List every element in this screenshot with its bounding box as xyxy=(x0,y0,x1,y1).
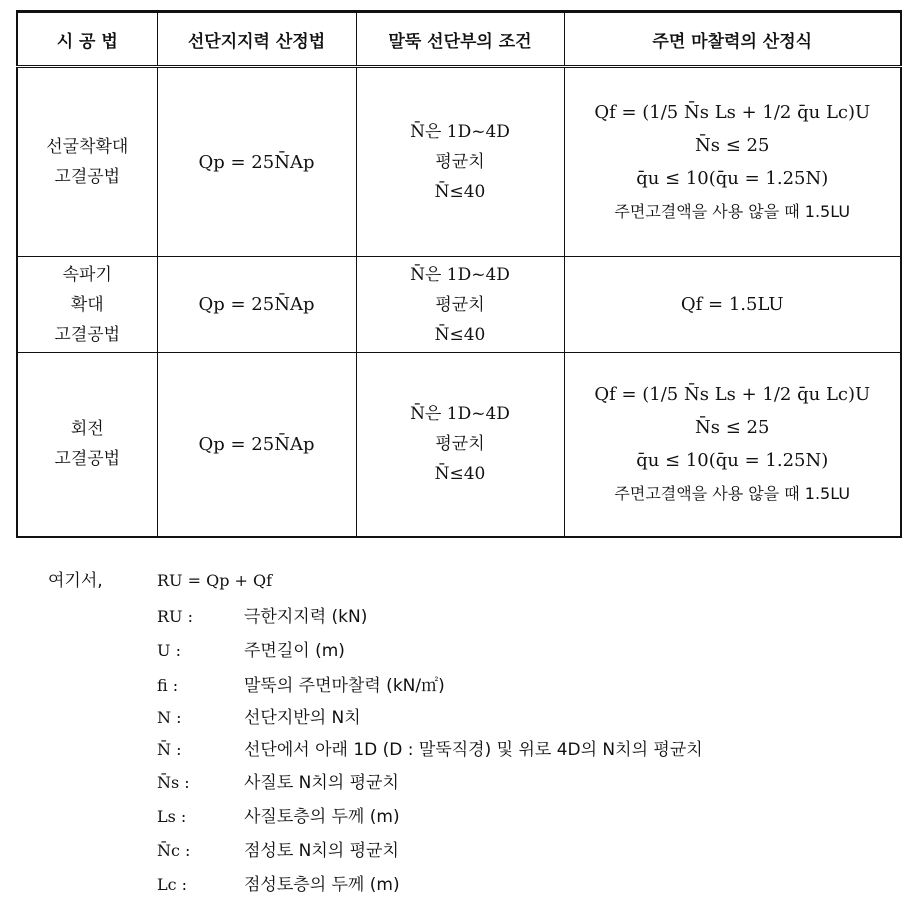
friction-formula: Qf = (1/5 N̄s Ls + 1/2 q̄u Lc)U xyxy=(594,384,871,406)
tip-formula-cell xyxy=(157,353,356,537)
qu-limit: q̄u ≤ 10(q̄u = 1.25N) xyxy=(636,450,829,472)
header-row xyxy=(17,12,901,67)
method-cell: 속파기 확대 고결공법 xyxy=(17,257,157,353)
header-tip-condition: 말뚝 선단부의 조건 xyxy=(356,12,564,67)
condition-cell: N̄은 1D~4D 평균치 N̄≤40 xyxy=(356,257,564,353)
table-row xyxy=(17,353,901,537)
friction-note: 주면고결액을 사용 않을 때 1.5LU xyxy=(614,202,851,221)
condition-cell: N̄은 1D~4D 평균치 N̄≤40 xyxy=(356,353,564,537)
legend-lead: 여기서, xyxy=(48,571,103,591)
legend-equation: RU = Qp + Qf xyxy=(157,571,273,590)
header-tip-capacity: 선단지지력 산정법 xyxy=(157,12,356,67)
friction-formula: Qf = (1/5 N̄s Ls + 1/2 q̄u Lc)U xyxy=(594,102,871,123)
friction-cell xyxy=(564,353,901,537)
tip-formula: Qp = 25N̄Ap xyxy=(198,151,315,173)
header-method: 시 공 법 xyxy=(17,12,157,67)
friction-cell xyxy=(564,67,901,257)
friction-note: 주면고결액을 사용 않을 때 1.5LU xyxy=(614,484,851,504)
condition-cell: N̄은 1D~4D 평균치 N̄≤40 xyxy=(356,67,564,257)
qu-limit: q̄u ≤ 10(q̄u = 1.25N) xyxy=(636,168,829,189)
table-row xyxy=(17,257,901,353)
method-cell: 회전 고결공법 xyxy=(17,353,157,537)
table-row xyxy=(17,67,901,257)
method-cell: 선굴착확대 고결공법 xyxy=(17,67,157,257)
tip-formula-cell xyxy=(157,67,356,257)
ns-limit: N̄s ≤ 25 xyxy=(695,135,770,156)
friction-formula: Qf = 1.5LU xyxy=(680,294,784,315)
tip-formula: Qp = 25N̄Ap xyxy=(198,433,315,455)
tip-formula-cell xyxy=(157,257,356,353)
pile-method-table xyxy=(16,10,902,538)
header-skin-friction: 주면 마찰력의 산정식 xyxy=(564,12,901,67)
friction-cell xyxy=(564,257,901,353)
ns-limit: N̄s ≤ 25 xyxy=(695,417,770,439)
tip-formula: Qp = 25N̄Ap xyxy=(198,294,315,315)
